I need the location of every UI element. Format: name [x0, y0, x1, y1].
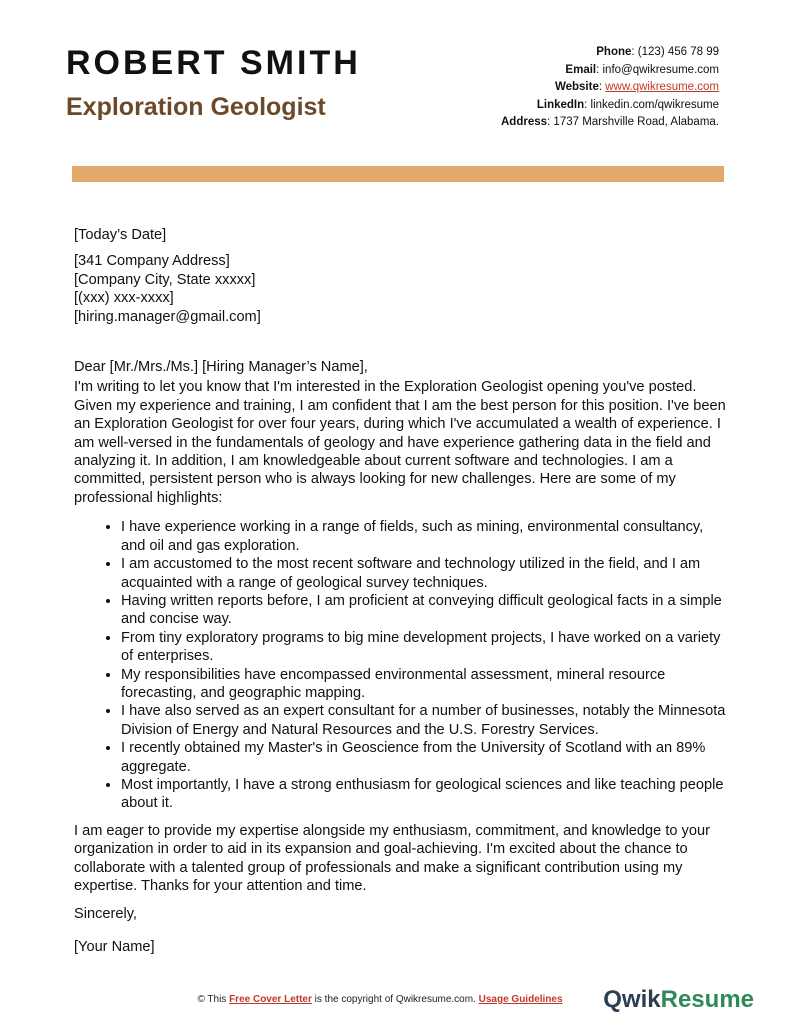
highlight-item: • My responsibilities have encompassed environmental assessment, mineral resource forecasting, and geographic mapping.	[121, 666, 729, 703]
highlight-item: • I have experience working in a range of fields, such as mining, environmental consultancy, and oil and gas exploration.	[121, 518, 729, 555]
email-value: info@qwikresume.com	[602, 63, 719, 76]
highlight-item: • I recently obtained my Master's in Geoscience from the University of Scotland with an 89% aggregate.	[121, 739, 729, 776]
footer-prefix: © This	[197, 994, 227, 1005]
contact-block	[389, 44, 719, 132]
linkedin-label: LinkedIn	[536, 98, 585, 111]
contact-phone: Phone: (123) 456 78 99	[596, 46, 719, 58]
address-label: Address	[501, 116, 548, 128]
website-label: Website	[554, 81, 599, 93]
signature: [Your Name]	[74, 938, 155, 955]
address-line: [hiring.manager@gmail.com]	[74, 308, 261, 325]
highlights-list	[74, 518, 729, 813]
linkedin-value: linkedin.com/qwikresume	[590, 98, 719, 111]
address-line: [(xxx) xxx-xxxx]	[74, 290, 174, 307]
website-link[interactable]: www.qwikresume.com	[605, 81, 719, 93]
highlight-item: • I am accustomed to the most recent software and technology utilized in the field, and I am acquainted with a range of geological survey techniques.	[121, 555, 729, 592]
qwikresume-logo[interactable]	[603, 986, 754, 1014]
intro-paragraph: I'm writing to let you know that I'm interested in the Exploration Geologist opening you've posted. Given my experience and training, I am confident that I am the best person for this position. I've been an Exploration Geologist for over four years, during which I've accumulated a wealth of experience. I am well-versed in the fundamentals of geology and have experience gathering data in the field and analyzing it. In addition, I am knowledgeable about current software and technologies. I am a committed, persistent person who is always looking for new challenges. Here are some of my professional highlights:	[74, 379, 726, 506]
phone-label: Phone	[596, 46, 632, 58]
highlight-item: • Having written reports before, I am proficient at conveying difficult geological facts in a simple and concise way.	[121, 592, 729, 629]
salutation: Dear [Mr./Mrs./Ms.] [Hiring Manager’s Name],	[74, 359, 368, 376]
logo-part-qwik: Qwik	[603, 986, 661, 1013]
usage-guidelines-link[interactable]: Usage Guidelines	[478, 994, 563, 1005]
address-value: 1737 Marshville Road, Alabama.	[553, 116, 719, 128]
recipient-address	[74, 252, 729, 326]
accent-divider	[72, 166, 724, 182]
closing-paragraph: I am eager to provide my expertise alongside my enthusiasm, commitment, and knowledge to your organization in order to aid in its expansion and goal-achieving. I'm excited about the chance to collaborate with a talented group of professionals and make a significant contribution using my expertise. Thanks for your attention and time.	[74, 822, 710, 894]
contact-email: Email: info@qwikresume.com	[565, 63, 719, 76]
highlight-item: • Most importantly, I have a strong enthusiasm for geological sciences and like teaching people about it.	[121, 776, 729, 813]
email-label: Email	[565, 63, 597, 76]
footer-middle: is the copyright of Qwikresume.com.	[314, 994, 476, 1005]
highlight-item: • From tiny exploratory programs to big mine development projects, I have worked on a variety of enterprises.	[121, 629, 729, 666]
contact-website: Website: www.qwikresume.com	[554, 81, 719, 93]
highlight-item: • I have also served as an expert consultant for a number of businesses, notably the Minnesota Division of Energy and Natural Resources and the U.S. Forestry Services.	[121, 702, 729, 739]
job-title: Exploration Geologist	[66, 93, 326, 121]
phone-value: (123) 456 78 99	[637, 46, 719, 58]
free-cover-letter-link[interactable]: Free Cover Letter	[229, 994, 312, 1005]
letter-body	[74, 226, 729, 956]
logo-part-resume: Resume	[660, 986, 754, 1013]
applicant-name: ROBERT SMITH	[66, 44, 361, 82]
address-line: [Company City, State xxxxx]	[74, 271, 256, 288]
signoff: Sincerely,	[74, 906, 137, 923]
letter-date: [Today’s Date]	[74, 227, 167, 243]
contact-linkedin: LinkedIn: linkedin.com/qwikresume	[536, 98, 719, 111]
address-line: [341 Company Address]	[74, 253, 230, 270]
contact-address: Address: 1737 Marshville Road, Alabama.	[501, 116, 719, 128]
